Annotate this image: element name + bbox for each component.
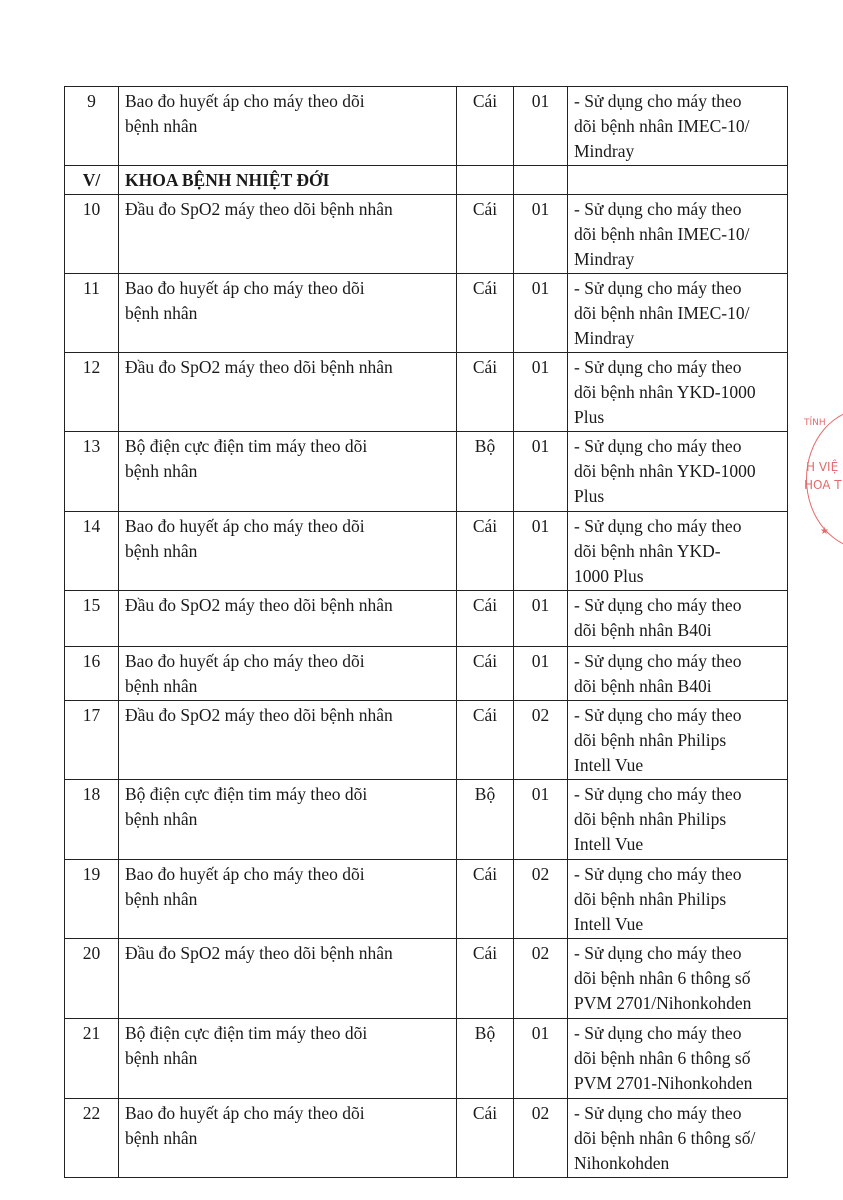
row-number: 16 <box>65 647 119 701</box>
quantity-cell: 02 <box>514 1099 568 1178</box>
note-cell <box>568 432 788 512</box>
note-line: dõi bệnh nhân Philips <box>574 809 727 829</box>
section-row <box>65 166 788 195</box>
note-cell <box>568 166 788 195</box>
note-line: Intell Vue <box>574 914 644 934</box>
item-name-line: bệnh nhân <box>125 1048 198 1068</box>
quantity-cell: 01 <box>514 353 568 432</box>
quantity-cell: 01 <box>514 647 568 701</box>
table-row <box>65 87 788 166</box>
item-name-line: Đầu đo SpO2 máy theo dõi bệnh nhân <box>125 357 393 377</box>
item-name-line: Đầu đo SpO2 máy theo dõi bệnh nhân <box>125 199 393 219</box>
item-name <box>119 860 457 939</box>
item-name-line: Đầu đo SpO2 máy theo dõi bệnh nhân <box>125 595 393 615</box>
item-name-line: Đầu đo SpO2 máy theo dõi bệnh nhân <box>125 943 393 963</box>
table-row <box>65 432 788 512</box>
note-line: - Sử dụng cho máy theo <box>574 651 742 671</box>
note-cell <box>568 1019 788 1099</box>
item-name-line: Bao đo huyết áp cho máy theo dõi <box>125 91 365 111</box>
equipment-table <box>64 86 788 1178</box>
table-row <box>65 195 788 274</box>
item-name <box>119 1099 457 1178</box>
note-line: PVM 2701/Nihonkohden <box>574 993 752 1013</box>
note-line: Mindray <box>574 328 635 348</box>
note-line: dõi bệnh nhân IMEC-10/ <box>574 116 750 136</box>
note-cell <box>568 647 788 701</box>
note-line: - Sử dụng cho máy theo <box>574 516 742 536</box>
item-name-line: Bao đo huyết áp cho máy theo dõi <box>125 864 365 884</box>
unit-cell: Cái <box>457 512 514 591</box>
row-number: 11 <box>65 274 119 353</box>
table-row <box>65 860 788 939</box>
table-row <box>65 353 788 432</box>
row-number: V/ <box>65 166 119 195</box>
table-row <box>65 1019 788 1099</box>
row-number: 22 <box>65 1099 119 1178</box>
note-cell <box>568 1099 788 1178</box>
item-name-line: KHOA BỆNH NHIỆT ĐỚI <box>125 170 330 190</box>
note-line: - Sử dụng cho máy theo <box>574 943 742 963</box>
item-name-line: Bộ điện cực điện tim máy theo dõi <box>125 436 368 456</box>
note-line: dõi bệnh nhân Philips <box>574 889 727 909</box>
row-number: 19 <box>65 860 119 939</box>
item-name <box>119 780 457 860</box>
item-name <box>119 512 457 591</box>
row-number: 21 <box>65 1019 119 1099</box>
unit-cell: Cái <box>457 591 514 647</box>
unit-cell: Cái <box>457 701 514 780</box>
table-row <box>65 591 788 647</box>
table-row <box>65 1099 788 1178</box>
item-name <box>119 195 457 274</box>
unit-cell: Bộ <box>457 432 514 512</box>
item-name <box>119 87 457 166</box>
item-name-line: Đầu đo SpO2 máy theo dõi bệnh nhân <box>125 705 393 725</box>
item-name-line: bệnh nhân <box>125 809 198 829</box>
unit-cell: Cái <box>457 353 514 432</box>
note-line: - Sử dụng cho máy theo <box>574 864 742 884</box>
note-cell <box>568 591 788 647</box>
note-line: dõi bệnh nhân B40i <box>574 620 712 640</box>
table-row <box>65 939 788 1019</box>
note-line: Plus <box>574 407 605 427</box>
note-line: dõi bệnh nhân 6 thông số <box>574 1048 751 1068</box>
note-line: dõi bệnh nhân 6 thông số/ <box>574 1128 756 1148</box>
note-cell <box>568 860 788 939</box>
row-number: 13 <box>65 432 119 512</box>
unit-cell: Cái <box>457 195 514 274</box>
item-name-line: bệnh nhân <box>125 303 198 323</box>
row-number: 14 <box>65 512 119 591</box>
note-line: Mindray <box>574 141 635 161</box>
item-name-line: bệnh nhân <box>125 116 198 136</box>
row-number: 12 <box>65 353 119 432</box>
unit-cell: Bộ <box>457 780 514 860</box>
quantity-cell: 01 <box>514 780 568 860</box>
note-line: Plus <box>574 486 605 506</box>
note-line: dõi bệnh nhân Philips <box>574 730 727 750</box>
note-line: Mindray <box>574 249 635 269</box>
unit-cell <box>457 166 514 195</box>
note-cell <box>568 512 788 591</box>
quantity-cell: 02 <box>514 939 568 1019</box>
item-name-line: bệnh nhân <box>125 676 198 696</box>
official-stamp: TỈNH H VIỆ HOA T ★ <box>800 408 843 548</box>
note-cell <box>568 353 788 432</box>
item-name <box>119 647 457 701</box>
note-line: 1000 Plus <box>574 566 644 586</box>
item-name-line: Bao đo huyết áp cho máy theo dõi <box>125 278 365 298</box>
quantity-cell: 01 <box>514 87 568 166</box>
item-name-line: Bao đo huyết áp cho máy theo dõi <box>125 1103 365 1123</box>
item-name <box>119 701 457 780</box>
note-cell <box>568 701 788 780</box>
note-line: - Sử dụng cho máy theo <box>574 595 742 615</box>
unit-cell: Cái <box>457 274 514 353</box>
quantity-cell: 01 <box>514 1019 568 1099</box>
table-row <box>65 780 788 860</box>
unit-cell: Cái <box>457 860 514 939</box>
note-line: - Sử dụng cho máy theo <box>574 705 742 725</box>
item-name <box>119 591 457 647</box>
note-line: - Sử dụng cho máy theo <box>574 1103 742 1123</box>
note-line: - Sử dụng cho máy theo <box>574 357 742 377</box>
quantity-cell: 01 <box>514 432 568 512</box>
row-number: 10 <box>65 195 119 274</box>
item-name <box>119 1019 457 1099</box>
item-name <box>119 274 457 353</box>
unit-cell: Cái <box>457 939 514 1019</box>
unit-cell: Cái <box>457 647 514 701</box>
note-line: PVM 2701-Nihonkohden <box>574 1073 753 1093</box>
quantity-cell: 01 <box>514 591 568 647</box>
item-name <box>119 939 457 1019</box>
unit-cell: Bộ <box>457 1019 514 1099</box>
note-line: dõi bệnh nhân IMEC-10/ <box>574 224 750 244</box>
note-line: - Sử dụng cho máy theo <box>574 278 742 298</box>
item-name-line: Bao đo huyết áp cho máy theo dõi <box>125 516 365 536</box>
note-cell <box>568 274 788 353</box>
table-row <box>65 274 788 353</box>
row-number: 15 <box>65 591 119 647</box>
note-line: - Sử dụng cho máy theo <box>574 1023 742 1043</box>
unit-cell: Cái <box>457 1099 514 1178</box>
row-number: 18 <box>65 780 119 860</box>
note-line: dõi bệnh nhân 6 thông số <box>574 968 751 988</box>
note-cell <box>568 780 788 860</box>
quantity-cell: 02 <box>514 860 568 939</box>
unit-cell: Cái <box>457 87 514 166</box>
quantity-cell: 01 <box>514 512 568 591</box>
note-line: dõi bệnh nhân YKD-1000 <box>574 382 756 402</box>
note-line: dõi bệnh nhân IMEC-10/ <box>574 303 750 323</box>
item-name-line: bệnh nhân <box>125 541 198 561</box>
note-line: - Sử dụng cho máy theo <box>574 436 742 456</box>
item-name-line: Bao đo huyết áp cho máy theo dõi <box>125 651 365 671</box>
quantity-cell: 01 <box>514 274 568 353</box>
table-row <box>65 512 788 591</box>
note-cell <box>568 87 788 166</box>
quantity-cell <box>514 166 568 195</box>
note-line: Intell Vue <box>574 755 644 775</box>
item-name-line: Bộ điện cực điện tim máy theo dõi <box>125 1023 368 1043</box>
item-name <box>119 166 457 195</box>
item-name <box>119 353 457 432</box>
note-line: - Sử dụng cho máy theo <box>574 784 742 804</box>
item-name-line: bệnh nhân <box>125 461 198 481</box>
item-name-line: Bộ điện cực điện tim máy theo dõi <box>125 784 368 804</box>
note-line: Intell Vue <box>574 834 644 854</box>
note-cell <box>568 195 788 274</box>
item-name <box>119 432 457 512</box>
item-name-line: bệnh nhân <box>125 889 198 909</box>
row-number: 20 <box>65 939 119 1019</box>
note-line: Nihonkohden <box>574 1153 670 1173</box>
row-number: 9 <box>65 87 119 166</box>
note-line: dõi bệnh nhân YKD-1000 <box>574 461 756 481</box>
table-row <box>65 647 788 701</box>
item-name-line: bệnh nhân <box>125 1128 198 1148</box>
note-line: - Sử dụng cho máy theo <box>574 91 742 111</box>
row-number: 17 <box>65 701 119 780</box>
note-cell <box>568 939 788 1019</box>
quantity-cell: 02 <box>514 701 568 780</box>
note-line: dõi bệnh nhân YKD- <box>574 541 721 561</box>
note-line: dõi bệnh nhân B40i <box>574 676 712 696</box>
note-line: - Sử dụng cho máy theo <box>574 199 742 219</box>
quantity-cell: 01 <box>514 195 568 274</box>
table-row <box>65 701 788 780</box>
